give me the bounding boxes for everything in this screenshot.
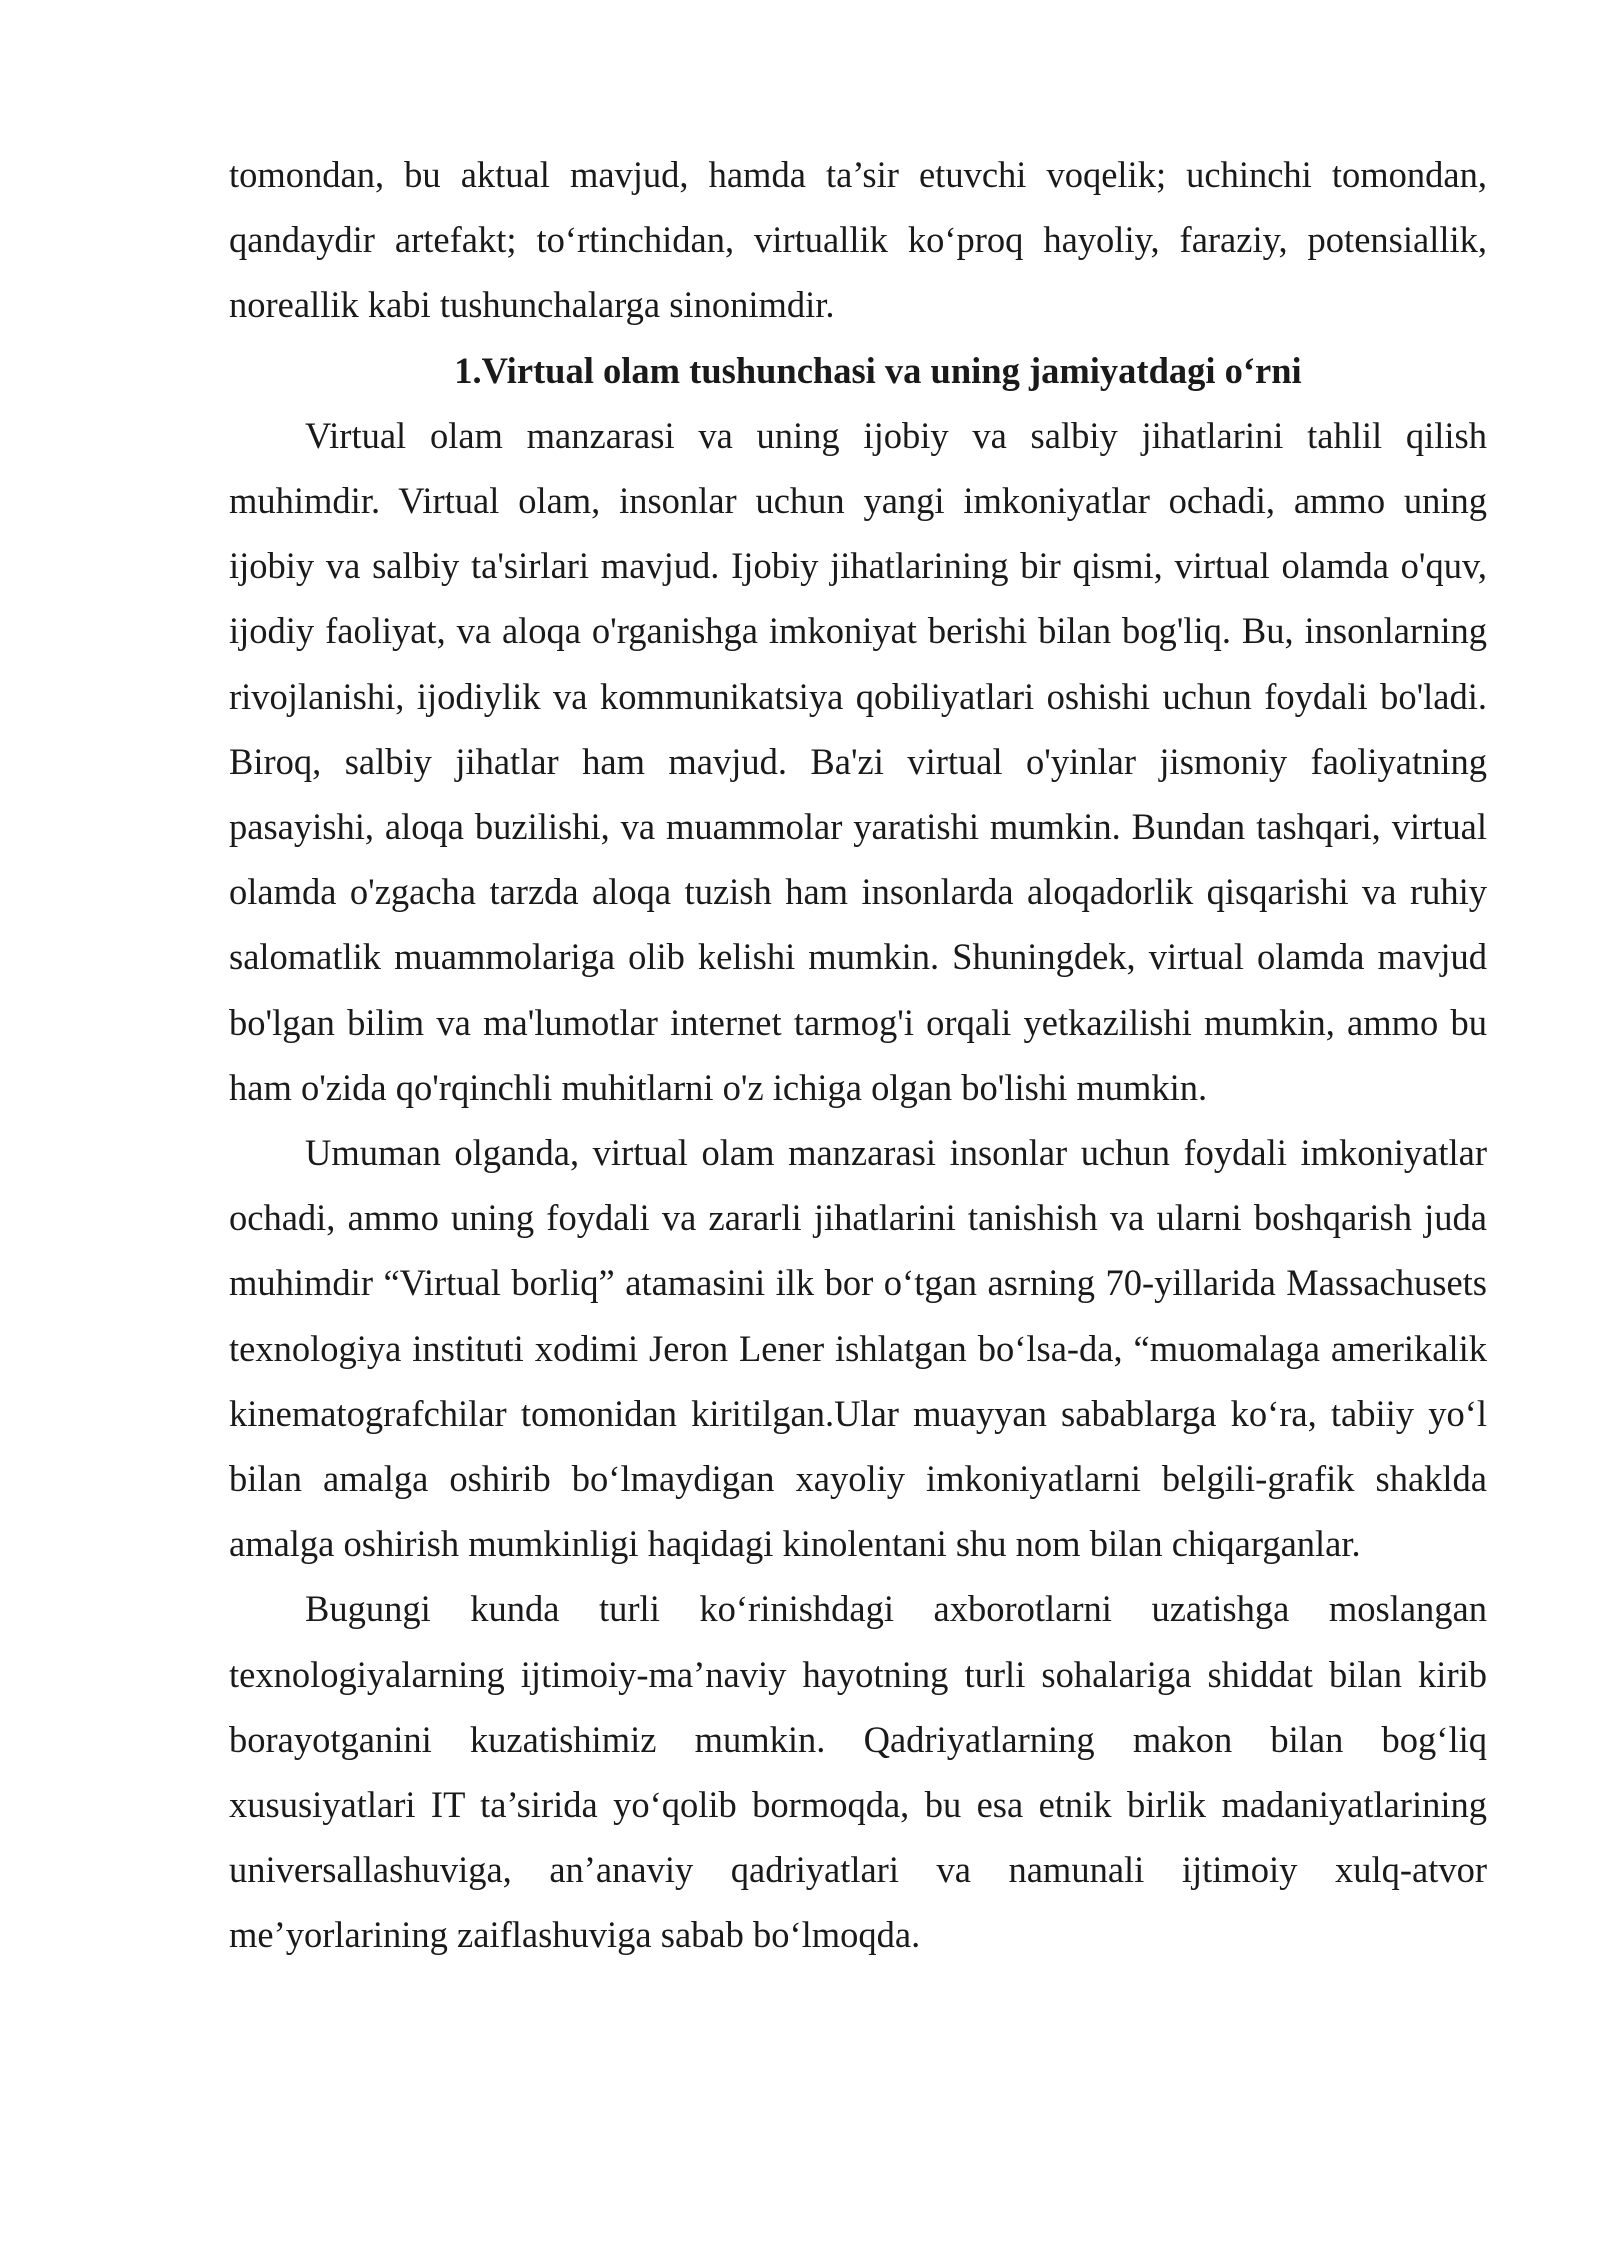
document-body (229, 142, 1487, 1968)
body-paragraph-3: Bugungi kunda turli ko‘rinishdagi axborotlarni uzatishga moslangan texnologiyalarning ijtimoiy-ma’naviy hayotning turli sohalariga shiddat bilan kirib borayotganini kuzatishimiz mumkin. Qadriyatlarning makon bilan bog‘liq xususiyatlari IT ta’sirida yo‘qolib bormoqda, bu esa etnik birlik madaniyatlarining universallashuviga, an’anaviy qadriyatlari va namunali ijtimoiy xulq-atvor me’yorlarining zaiflashuviga sabab bo‘lmoqda. (229, 1588, 1487, 1956)
body-paragraph-1: Virtual olam manzarasi va uning ijobiy va salbiy jihatlarini tahlil qilish muhimdir. Virtual olam, insonlar uchun yangi imkoniyatlar ochadi, ammo uning ijobiy va salbiy ta'sirlari mavjud. Ijobiy jihatlarining bir qismi, virtual olamda o'quv, ijodiy faoliyat, va aloqa o'rganishga imkoniyat berishi bilan bog'liq. Bu, insonlarning rivojlanishi, ijodiylik va kommunikatsiya qobiliyatlari oshishi uchun foydali bo'ladi. Biroq, salbiy jihatlar ham mavjud. Ba'zi virtual o'yinlar jismoniy faoliyatning pasayishi, aloqa buzilishi, va muammolar yaratishi mumkin. Bundan tashqari, virtual olamda o'zgacha tarzda aloqa tuzish ham insonlarda aloqadorlik qisqarishi va ruhiy salomatlik muammolariga olib kelishi mumkin. Shuningdek, virtual olamda mavjud bo'lgan bilim va ma'lumotlar internet tarmog'i orqali yetkazilishi mumkin, ammo bu ham o'zida qo'rqinchli muhitlarni o'z ichiga olgan bo'lishi mumkin. (229, 414, 1487, 1108)
intro-paragraph: tomondan, bu aktual mavjud, hamda ta’sir etuvchi voqelik; uchinchi tomondan, qandaydir artefakt; to‘rtinchidan, virtuallik ko‘proq hayoliy, faraziy, potensiallik, noreallik kabi tushunchalarga sinonimdir. (229, 154, 1487, 326)
section-heading: 1.Virtual olam tushunchasi va uning jamiyatdagi o‘rni (454, 349, 1302, 391)
body-paragraph-2: Umuman olganda, virtual olam manzarasi insonlar uchun foydali imkoniyatlar ochadi, ammo uning foydali va zararli jihatlarini tanishish va ularni boshqarish juda muhimdir “Virtual borliq” atamasini ilk bor o‘tgan asrning 70-yillarida Massachusets texnologiya instituti xodimi Jeron Lener ishlatgan bo‘lsa-da, “muomalaga amerikalik kinematografchilar tomonidan kiritilgan.Ular muayyan sabablarga ko‘ra, tabiiy yo‘l bilan amalga oshirib bo‘lmaydigan xayoliy imkoniyatlarni belgili-grafik shaklda amalga oshirish mumkinligi haqidagi kinolentani shu nom bilan chiqarganlar. (229, 1132, 1487, 1565)
